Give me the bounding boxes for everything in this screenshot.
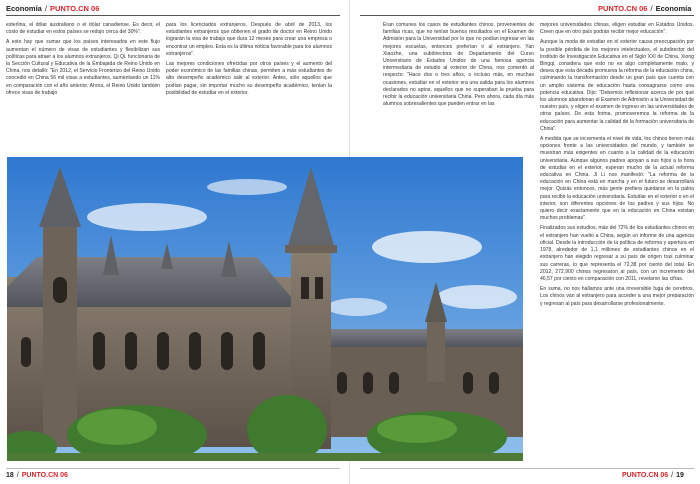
- right-column-1: [383, 22, 534, 111]
- paragraph: Eran comunes los casos de estudiantes chinos, provenientes de familias ricas, que no tenían buenos resultados en el Examen de Admisión para la Universidad por lo que no podían ingresar en las mejores escuelas, entonces preferían ir al extranjero. Yan Xiaozhe, una subdirectora de Departamento del Curso Universitario de Estados Unidos de una famosa agencia intermediaria de estudio al exterior de China, nos comentó al respecto: "Hace dos o tres años, o incluso más, en muchas ocasiones, estudiar en el exterior era una salida para los alumnos declarados no aptos, aquellos que no superaban la prueba para recibir la educación universitaria China. Pero ahora, cada día más alumnos sobresalientes que pueden entrar en las: [383, 22, 534, 108]
- footer-left: 18 / PUNTO.CN 06: [6, 472, 68, 479]
- footer-rule: [360, 468, 694, 469]
- footer-right: PUNTO.CN 06 / 19: [622, 472, 684, 479]
- paragraph: A medida que se incrementa el nivel de vida, los chinos tienen más opciones frente a las universidades del mundo, y también se muestran más exigentes en cuanto a la calidad de la educación universitaria. Aunque algunos padres apoyan a sus hijos a la hora de estudiar en el exterior, esperan mucho de la actual reforma educativa en China. Ji Li nos manifestó: "La reforma de la educación en China está en marcha y en el futuro se desarrollará mejor. Quizás entonces, más gente prefiera quedarse en la patria para recibir la educación universitaria. Estudiar en el exterior o en el interior, son diferentes opciones de los padres y sus hijos. No quiero decir exactamente que en la educación en China existan muchos problemas".: [540, 136, 694, 222]
- paragraph: para los licenciados extranjeros. Después de abril de 2013, los estudiantes extranjeros que obtienen el grado de doctor en Reino Unido lograrán la visa de trabajo que dura 12 meses para crear una empresa o encontrar un empleo. Esta es la última noticia favorable para los alumnos extranjeros".: [166, 22, 332, 57]
- running-head-right: PUNTO.CN 06 / Economía: [598, 4, 692, 13]
- paragraph: Finalizados sus estudios, más del 72% de los estudiantes chinos en el extranjero han vuelto a China, según un informe de una agencia oficial. Desde la introducción de la política de reforma y apertura en 1978, alrededor de 1,1 millones de estudiantes chinos en el extranjero han elegido regresar a su país de origen tras culminar sus carreras, lo que representa el 72,38 por ciento del total. En 2012, 272.900 chinos regresaron al país, con un incremento del 46,57 por ciento en comparación con 2011, revelaron las cifras.: [540, 225, 694, 282]
- header-rule: [360, 15, 694, 16]
- left-column-1: [6, 22, 160, 100]
- page-number: 19: [676, 472, 684, 479]
- paragraph: En suma, no nos hallamos ante una irreversible fuga de cerebros. Los chinos van al extranjero para acceder a una mejor preparación y regresan al país para desarrollarse profesionalmente.: [540, 286, 694, 307]
- paragraph: Aunque la moda de estudiar en el exterior causa preocupación por la posible pérdida de los mejores intelectuales, el subdirector del Instituto de Investigación Educativa en el Siglo XXI de China, Xiong Bingqi, considera que esto no es algo completamente malo, y desea que esta década promueva la reforma de la educación china, culminando la transformación desde un gran país que cuenta con un amplio sistema de educación hasta consagrarse como una potencia educativa. Dijo: "Debemos reflexionar acerca de por qué los alumnos abandonan el Examen de Admisión a la Universidad de nuestro país, y eligen el examen de ingreso en las universidades de otros países. De esta forma, promoveremos la reforma de la educación para aumentar la calidad de la formación universitaria de China".: [540, 39, 694, 132]
- paragraph: Las mejores condiciones ofrecidas por otros países y el aumento del poder económico de las familias chinas, permiten a más estudiantes de alto desempeño académico salir al exterior. Antes, sólo aquellos que podían pagar, sin importar mucho su desempeño académico, tenían la posibilidad de estudiar en el exterior.: [166, 61, 332, 96]
- paragraph: esterlina, el dólar australiano o el dólar canadiense. Es decir, el costo de estudiar en estos países se redujo cerca del 30%".: [6, 22, 160, 36]
- university-building-photo: [7, 157, 523, 461]
- section-label: Economía: [6, 4, 42, 13]
- magazine-name: PUNTO.CN 06: [49, 4, 100, 13]
- header-rule: [6, 15, 340, 16]
- right-column-2: [540, 22, 694, 311]
- footer-rule: [6, 468, 340, 469]
- magazine-name: PUNTO.CN 06: [622, 472, 669, 479]
- running-head-left: Economía / PUNTO.CN 06: [6, 4, 100, 13]
- magazine-name: PUNTO.CN 06: [598, 4, 648, 13]
- magazine-name: PUNTO.CN 06: [21, 472, 68, 479]
- building-illustration: [7, 157, 523, 461]
- paragraph: mejores universidades chinas, eligen estudiar en Estados Unidos. Creen que en otro país podrán recibir mejor educación".: [540, 22, 694, 36]
- page-number: 18: [6, 472, 14, 479]
- left-column-2: [166, 22, 332, 100]
- section-label: Economía: [655, 4, 692, 13]
- paragraph: A esto hay que sumar que los países interesados en este flujo aumentan el número de visas de estudiantes y flexibilizan sus políticas para atraer a los alumnos extranjeros. Qi Qi, funcionaria de la Sección Cultural y Educativa de la Embajada de Reino Unido en China, nos detalló: "En 2012, el Servicio Fronterizo del Reino Unido concedió en China 56 mil visas a estudiantes, aumentando un 11% en comparación con el año anterior. Ahora, el Reino Unido también ofrece visas de trabajo: [6, 39, 160, 96]
